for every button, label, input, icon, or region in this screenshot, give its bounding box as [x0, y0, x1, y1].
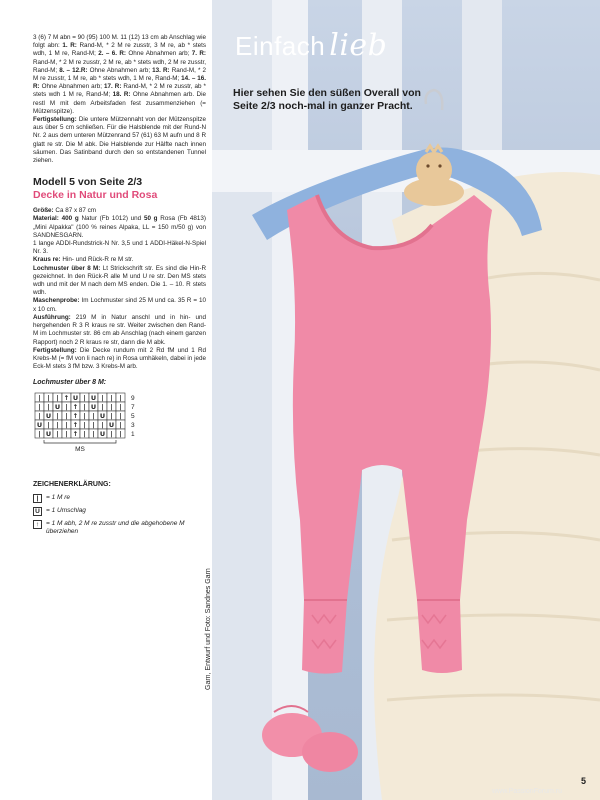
chart-row-number: 3 [131, 421, 135, 429]
chart-symbol: | [110, 411, 113, 420]
knit-stitch-icon: | [33, 494, 42, 503]
chart-symbol: U [99, 411, 106, 420]
chair-post [212, 0, 272, 800]
decrease-stitch-icon: ↑ [33, 520, 42, 529]
chart-symbol: U [90, 402, 97, 411]
page-number: 5 [581, 776, 587, 786]
chart-symbol: U [54, 402, 61, 411]
chart-row-number: 7 [131, 403, 135, 411]
chart-symbol: | [110, 393, 113, 402]
chart-grid [33, 391, 173, 469]
chart-symbol: | [101, 393, 104, 402]
photo-caption: Hier sehen Sie den süßen Overall von Seite 2/3 noch-mal in ganzer Pracht. [233, 87, 421, 112]
chart-symbol: | [83, 393, 86, 402]
chart-symbol: | [38, 402, 41, 411]
knitting-chart [33, 391, 173, 469]
material-paragraph [33, 215, 206, 240]
text-run: Ohne Abnahmen arb; [125, 50, 192, 58]
chart-symbol: | [65, 429, 68, 438]
section-label: Material: [33, 215, 59, 223]
chart-symbol: | [110, 402, 113, 411]
chart-row-number: 5 [131, 412, 135, 420]
chart-symbol: | [65, 420, 68, 429]
chart-symbol: | [56, 420, 59, 429]
kraus-paragraph [33, 256, 206, 264]
chart-symbol: | [47, 393, 50, 402]
chart-symbol: | [101, 420, 104, 429]
wooden-figure-body [404, 178, 464, 206]
row-label: 7. R: [191, 50, 206, 58]
size-paragraph [33, 207, 206, 215]
chart-symbol: | [83, 411, 86, 420]
section-label: Ausführung: [33, 313, 71, 321]
chart-symbol: | [119, 429, 122, 438]
chart-symbol: U [99, 429, 106, 438]
wooden-figure-eye [438, 164, 441, 167]
row-label: 14. – 16. R: [33, 75, 206, 91]
chart-symbol: U [72, 393, 79, 402]
chart-symbol: ↑ [72, 402, 79, 411]
chart-symbol: | [65, 411, 68, 420]
chart-symbol: ↑ [63, 393, 70, 402]
chart-symbol: | [83, 429, 86, 438]
text-run: Im Lochmuster sind 25 M und ca. 35 R = 10 x 10 cm. [33, 297, 206, 313]
lace-paragraph [33, 265, 206, 298]
needles-paragraph: 1 lange ADDI-Rundstrick-N Nr. 3,5 und 1 ADDI-Häkel-N-Spiel Nr. 3. [33, 240, 206, 256]
chart-symbol: | [92, 411, 95, 420]
chart-title: Lochmuster über 8 M: [33, 379, 107, 387]
row-label: 17. R: [104, 83, 122, 91]
chart-symbol: | [101, 402, 104, 411]
text-run: Die Decke rundum mit 2 Rd fM und 1 Rd Krebs-M (= fM von li nach re) in Rosa umhäkeln, dabei in jede Eck-M stets 3 fM bzw. 3 Krebs-M arb. [33, 346, 206, 371]
model-subheading: Decke in Natur und Rosa [33, 189, 158, 202]
chart-symbol: | [56, 429, 59, 438]
text-run: Ohne Abnahmen arb; [39, 83, 105, 91]
text-column [0, 0, 212, 800]
chart-symbol: | [56, 411, 59, 420]
execution-paragraph [33, 314, 206, 347]
section-label: Maschenprobe: [33, 297, 80, 305]
row-label: 1. R: [62, 42, 77, 50]
chart-symbol: ↑ [72, 420, 79, 429]
text-run: Ohne Abnahmen arb; [87, 66, 153, 74]
chart-symbol: U [108, 420, 115, 429]
text-run: Rand-M, * 2 M re zusstr, 1 M re, ab * stets wdh, 1 M re, Rand-M; [33, 66, 206, 83]
text-run: Ca 87 x 87 cm [53, 207, 96, 215]
text-run: 400 g [61, 215, 79, 223]
repeat-bracket [44, 440, 116, 443]
chart-symbol: | [47, 402, 50, 411]
legend-item [33, 520, 206, 536]
row-label: 2. – 6. R: [98, 50, 126, 58]
chart-symbol: | [119, 393, 122, 402]
text-run: Rand-M, * 2 M re zusstr, 2 M re, ab * stets wdh, 2 M re zusstr, Rand-M; [33, 58, 206, 74]
hat-finishing [33, 116, 206, 165]
headline [235, 28, 387, 63]
wooden-figure-eye [426, 164, 429, 167]
legend-title: ZEICHENERKLÄRUNG: [33, 480, 111, 488]
chart-symbol: | [110, 429, 113, 438]
chart-symbol: U [45, 411, 52, 420]
chart-symbol: | [83, 402, 86, 411]
chart-symbol: | [38, 429, 41, 438]
text-run: Hin- und Rück-R re M str. [60, 256, 134, 264]
chart-symbol: | [65, 402, 68, 411]
gauge-paragraph [33, 297, 206, 313]
yarn-over-icon: U [33, 507, 42, 516]
chart-symbol: ↑ [72, 411, 79, 420]
text-run: 219 M in Natur anschl und in hin- und hergehenden R 3 R kraus re str. Weiter zwischen den Rand-M im Lochmuster str. 86 cm ab Anschlag (nach einem ganzen Rapport) noch 2 R kraus re str, dann die M abk. [33, 313, 206, 346]
text-run: Natur (Fb 1012) und [78, 215, 144, 223]
chart-symbol: U [45, 429, 52, 438]
chart-symbol: | [38, 411, 41, 420]
chart-symbol: | [119, 402, 122, 411]
text-run: Ohne Abnahmen arb. Die restl M mit dem Arbeitsfaden fest zusammenziehen (= Mützenspitze). [33, 91, 206, 115]
section-label: Größe: [33, 207, 54, 215]
chart-symbol: | [47, 420, 50, 429]
finishing-paragraph [33, 347, 206, 372]
chart-symbol: | [83, 420, 86, 429]
chart-symbol: U [90, 393, 97, 402]
legend-text: = 1 Umschlag [46, 506, 86, 514]
chart-symbol: | [92, 429, 95, 438]
row-label: 13. R: [152, 66, 170, 74]
section-label: Fertigstellung: [33, 116, 77, 124]
text-run: Rand-M, * 2 M re zusstr, ab * stets wdh 1 M re, Rand-M; [33, 83, 206, 99]
product-photo [212, 0, 600, 800]
chart-symbol: | [38, 393, 41, 402]
section-label: Fertigstellung: [33, 346, 77, 354]
row-label: 18. R: [112, 91, 131, 99]
text-run: 3 (6) 7 M abn = 90 (95) 100 M. 11 (12) 13 cm ab Anschlag wie folgt abn: [33, 34, 206, 50]
watermark: www.PassionForum.ru [492, 788, 563, 795]
legend-text: = 1 M re [46, 493, 71, 501]
repeat-label: MS [75, 445, 85, 453]
chart-symbol: U [36, 420, 43, 429]
legend-item [33, 507, 206, 516]
chart-row-number: 1 [131, 430, 135, 438]
model-heading: Modell 5 von Seite 2/3 [33, 176, 143, 189]
text-run: 50 g [143, 215, 158, 223]
chart-symbol: | [56, 393, 59, 402]
text-run: Die untere Mützennaht von der Mützenspitze aus über 5 cm schließen. Für die Halsblende mit der Rund-N Nr. 2 aus dem unteren Mützenrand 57 (61) 63 M aufn und 8 R glatt re str. Die M abk. Die Halsblende zur Hälfte nach innen säumen. Das Satinband durch den so entstandenen Tunnel ziehen. [33, 116, 206, 165]
headline-plain: Einfach [235, 31, 326, 61]
text-run: Rosa (Fb 4813) „Mini Alpakka" (100 % reines Alpaka, LL = 150 m/50 g) von SANDNESGARN. [33, 215, 207, 239]
text-run: Rand-M, * 2 M re zusstr, 3 M re, ab * stets wdh, 1 M re, Rand-M; [33, 42, 206, 58]
chart-symbol: ↑ [72, 429, 79, 438]
text-run: Lt Strickschrift str. Es sind die Hin-R gezeichnet. In den Rück-R alle M und U re str. Den MS stets wdh und mit der M nach dem MS enden. Die 1. – 10. R stets wdh. [33, 264, 207, 297]
hat-instructions [33, 34, 206, 116]
bootie [302, 732, 358, 772]
chart-symbol: | [92, 420, 95, 429]
chart-symbol: | [119, 411, 122, 420]
photo-credit: Garn, Entwurf und Foto: Sandnes Garn [205, 568, 212, 690]
photo-illustration [212, 0, 600, 800]
row-label: 8. – 12.R: [59, 66, 88, 74]
headline-script: lieb [329, 28, 388, 63]
section-label: Kraus re: [33, 256, 61, 264]
legend-item [33, 494, 206, 503]
section-label: Lochmuster über 8 M: [33, 264, 101, 272]
chart-symbol: | [119, 420, 122, 429]
legend-text: = 1 M abh, 2 M re zusstr und die abgehobene M überziehen [46, 519, 185, 535]
chart-row-number: 9 [131, 394, 135, 402]
